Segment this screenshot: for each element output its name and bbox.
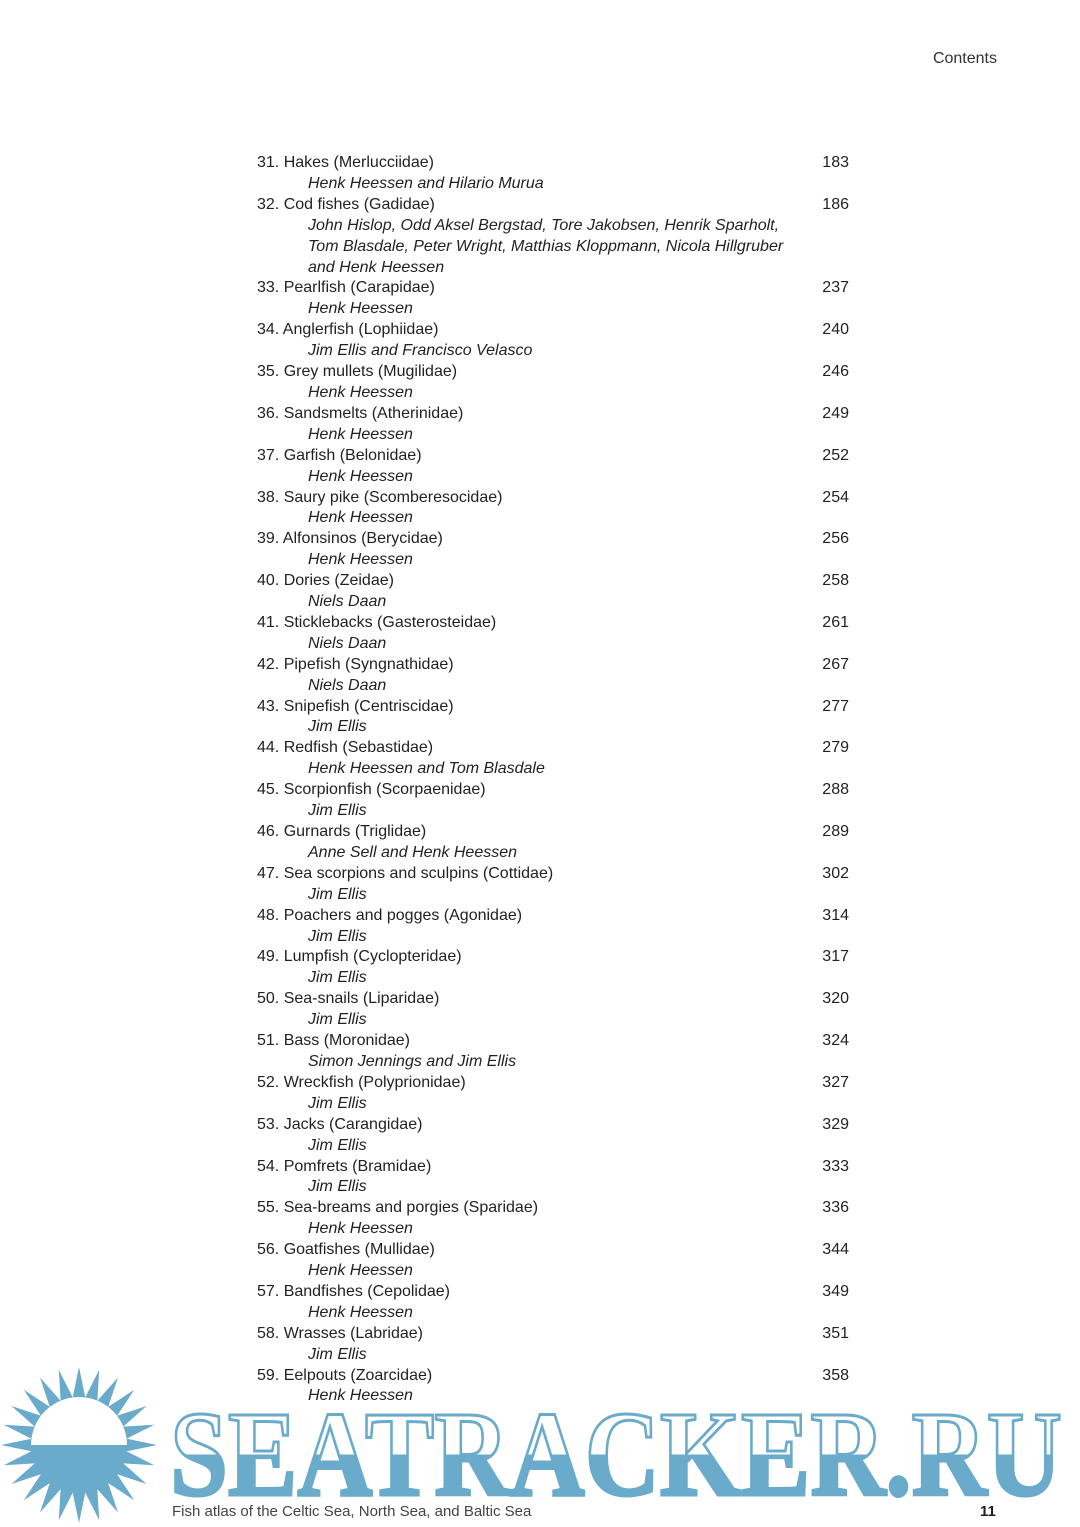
chapter-authors: Henk Heessen: [308, 383, 413, 401]
chapter-authors: Jim Ellis: [308, 718, 367, 736]
chapter-authors: Jim Ellis: [308, 1011, 367, 1029]
page-number: 317: [822, 948, 849, 966]
toc-entry: [257, 1324, 849, 1366]
toc-entry-title-row: [257, 571, 849, 592]
sun-rays: [1, 1367, 157, 1523]
toc-entry-title-row: [257, 362, 849, 383]
sun-disc: [31, 1397, 127, 1445]
page-number: 258: [822, 572, 849, 590]
chapter-title: 46. Gurnards (Triglidae): [257, 823, 427, 840]
toc-entry-title-row: [257, 404, 849, 425]
chapter-authors: Henk Heessen and Hilario Murua: [308, 174, 544, 192]
toc-entry: [257, 571, 849, 613]
toc-entry-title-row: [257, 906, 849, 927]
chapter-authors: Tom Blasdale, Peter Wright, Matthias Kloppmann, Nicola Hillgruber: [308, 237, 784, 255]
chapter-title: 40. Dories (Zeidae): [257, 572, 394, 590]
chapter-authors: Henk Heessen: [308, 551, 413, 569]
toc-entry-title-row: [257, 1198, 849, 1219]
chapter-title: 42. Pipefish (Syngnathidae): [257, 655, 454, 673]
toc-entry: [257, 738, 849, 780]
chapter-title: 36. Sandsmelts (Atherinidae): [257, 404, 464, 422]
chapter-title: 39. Alfonsinos (Berycidae): [257, 530, 443, 548]
toc-entry-title-row: [257, 278, 849, 299]
toc-entry-title-row: [257, 697, 849, 718]
toc-entry-title-row: [257, 1115, 849, 1136]
toc-entry-title-row: [257, 738, 849, 759]
chapter-title: 57. Bandfishes (Cepolidae): [257, 1282, 451, 1300]
toc-entry: [257, 1198, 849, 1240]
toc-entry: [257, 195, 849, 279]
chapter-title: 47. Sea scorpions and sculpins (Cottidae): [257, 864, 554, 882]
toc-entry-title-row: [257, 947, 849, 968]
toc-entry: [257, 529, 849, 571]
toc-entry: [257, 153, 849, 195]
watermark-text: SEATRACKER.RU: [170, 1387, 1062, 1522]
chapter-title: 58. Wrasses (Labridae): [257, 1324, 423, 1342]
chapter-authors: John Hislop, Odd Aksel Bergstad, Tore Jakobsen, Henrik Sparholt,: [308, 216, 780, 234]
toc-entry: [257, 613, 849, 655]
chapter-authors: Henk Heessen: [308, 1262, 413, 1280]
toc-entry-title-row: [257, 320, 849, 341]
chapter-authors: Jim Ellis: [308, 1136, 367, 1154]
page-number: 302: [822, 864, 849, 882]
chapter-title: 54. Pomfrets (Bramidae): [257, 1157, 432, 1175]
toc-entry: [257, 488, 849, 530]
chapter-authors: Henk Heessen: [308, 1220, 413, 1238]
sun-icon: [1, 1367, 157, 1523]
toc-entry: [257, 1282, 849, 1324]
toc-entry-title-row: [257, 153, 849, 174]
toc-entry: [257, 1115, 849, 1157]
toc-entry-title-row: [257, 1157, 849, 1178]
toc-entry: [257, 697, 849, 739]
chapter-authors: Henk Heessen: [308, 300, 413, 318]
chapter-authors: Jim Ellis: [308, 1178, 367, 1196]
footer-book-title: Fish atlas of the Celtic Sea, North Sea, and Baltic Sea: [172, 1503, 532, 1520]
page-number: 252: [822, 446, 849, 464]
chapter-authors: Henk Heessen and Tom Blasdale: [308, 760, 545, 778]
toc-entry-title-row: [257, 655, 849, 676]
chapter-title: 49. Lumpfish (Cyclopteridae): [257, 948, 462, 966]
chapter-authors: Henk Heessen: [308, 509, 413, 527]
toc-entry-title-row: [257, 613, 849, 634]
page-number: 344: [822, 1241, 849, 1259]
toc-entry: [257, 822, 849, 864]
page-number: 254: [822, 488, 849, 506]
toc-entry: [257, 1031, 849, 1073]
chapter-authors: and Henk Heessen: [308, 258, 445, 276]
chapter-title: 45. Scorpionfish (Scorpaenidae): [257, 781, 486, 799]
chapter-authors: Niels Daan: [308, 593, 387, 611]
page-number: 261: [822, 613, 849, 631]
page-number: 324: [822, 1032, 849, 1050]
toc-entry: [257, 362, 849, 404]
chapter-authors: Henk Heessen: [308, 467, 413, 485]
toc-entry-title-row: [257, 989, 849, 1010]
page-number: 249: [822, 404, 849, 422]
page-number: 183: [822, 154, 849, 171]
running-header: Contents: [932, 50, 997, 67]
page-number: 246: [822, 363, 849, 381]
page-number: 288: [822, 781, 849, 799]
page-number: 314: [822, 906, 849, 924]
chapter-title: 37. Garfish (Belonidae): [257, 446, 422, 464]
toc-entry-title-row: [257, 1282, 849, 1303]
toc-entry: [257, 906, 849, 948]
toc-entry-title-row: [257, 822, 849, 843]
chapter-authors: Jim Ellis: [308, 969, 367, 987]
page-number: 186: [822, 195, 849, 213]
toc-entry-title-row: [257, 446, 849, 467]
chapter-authors: Niels Daan: [308, 676, 387, 694]
chapter-title: 53. Jacks (Carangidae): [257, 1115, 423, 1133]
chapter-title: 33. Pearlfish (Carapidae): [257, 279, 435, 297]
toc-entry: [257, 320, 849, 362]
toc-entry: [257, 1073, 849, 1115]
chapter-authors: Anne Sell and Henk Heessen: [308, 843, 518, 861]
page-number: 279: [822, 739, 849, 757]
toc-entry: [257, 947, 849, 989]
page-number: 320: [822, 990, 849, 1008]
page-number: 289: [822, 823, 849, 840]
chapter-title: 31. Hakes (Merlucciidae): [257, 154, 434, 171]
toc-entry: [257, 780, 849, 822]
page-number: 327: [822, 1073, 849, 1091]
chapter-authors: Henk Heessen: [308, 1303, 413, 1321]
toc-entry: [257, 404, 849, 446]
chapter-title: 56. Goatfishes (Mullidae): [257, 1241, 435, 1259]
chapter-authors: Jim Ellis: [308, 1345, 367, 1363]
table-of-contents: [257, 153, 849, 1407]
chapter-title: 51. Bass (Moronidae): [257, 1032, 410, 1050]
chapter-authors: Henk Heessen: [308, 425, 413, 443]
toc-entry-title-row: [257, 529, 849, 550]
chapter-authors: Jim Ellis: [308, 1094, 367, 1112]
chapter-authors: Jim Ellis and Francisco Velasco: [308, 342, 533, 360]
toc-entry-title-row: [257, 780, 849, 801]
chapter-authors: Niels Daan: [308, 634, 387, 652]
toc-entry: [257, 989, 849, 1031]
chapter-authors: Jim Ellis: [308, 927, 367, 945]
page-number: 333: [822, 1157, 849, 1175]
page-number: 329: [822, 1115, 849, 1133]
toc-entry: [257, 1157, 849, 1199]
page-number: 351: [822, 1324, 849, 1342]
toc-entry: [257, 655, 849, 697]
chapter-title: 52. Wreckfish (Polyprionidae): [257, 1073, 466, 1091]
chapter-title: 48. Poachers and pogges (Agonidae): [257, 906, 523, 924]
toc-entry-title-row: [257, 1240, 849, 1261]
page-number: 267: [822, 655, 849, 673]
chapter-title: 32. Cod fishes (Gadidae): [257, 195, 435, 213]
toc-entry-title-row: [257, 1073, 849, 1094]
chapter-title: 44. Redfish (Sebastidae): [257, 739, 434, 757]
chapter-authors: Henk Heessen: [308, 1387, 413, 1405]
chapter-title: 38. Saury pike (Scomberesocidae): [257, 488, 503, 506]
page-number: 336: [822, 1199, 849, 1217]
page-number: 358: [822, 1366, 849, 1384]
page-number: 277: [822, 697, 849, 715]
page-number: 256: [822, 530, 849, 548]
chapter-title: 59. Eelpouts (Zoarcidae): [257, 1366, 433, 1384]
toc-entry-title-row: [257, 1324, 849, 1345]
page-number: 240: [822, 321, 849, 339]
toc-entry-title-row: [257, 1366, 849, 1387]
toc-entry-title-row: [257, 195, 849, 216]
chapter-title: 50. Sea-snails (Liparidae): [257, 990, 440, 1008]
chapter-authors: Jim Ellis: [308, 802, 367, 820]
chapter-authors: Jim Ellis: [308, 885, 367, 903]
chapter-title: 41. Sticklebacks (Gasterosteidae): [257, 613, 497, 631]
chapter-title: 34. Anglerfish (Lophiidae): [257, 321, 439, 339]
toc-entry: [257, 1240, 849, 1282]
chapter-authors: Simon Jennings and Jim Ellis: [308, 1052, 517, 1070]
page-number: 237: [822, 279, 849, 297]
toc-entry: [257, 446, 849, 488]
toc-entry: [257, 1366, 849, 1408]
toc-entry-title-row: [257, 864, 849, 885]
toc-entry: [257, 278, 849, 320]
chapter-title: 55. Sea-breams and porgies (Sparidae): [257, 1199, 539, 1217]
footer-page-number: 11: [980, 1503, 996, 1520]
toc-entry-title-row: [257, 488, 849, 509]
chapter-title: 43. Snipefish (Centriscidae): [257, 697, 454, 715]
toc-entry-title-row: [257, 1031, 849, 1052]
toc-entry: [257, 864, 849, 906]
chapter-title: 35. Grey mullets (Mugilidae): [257, 363, 458, 381]
page-number: 349: [822, 1282, 849, 1300]
